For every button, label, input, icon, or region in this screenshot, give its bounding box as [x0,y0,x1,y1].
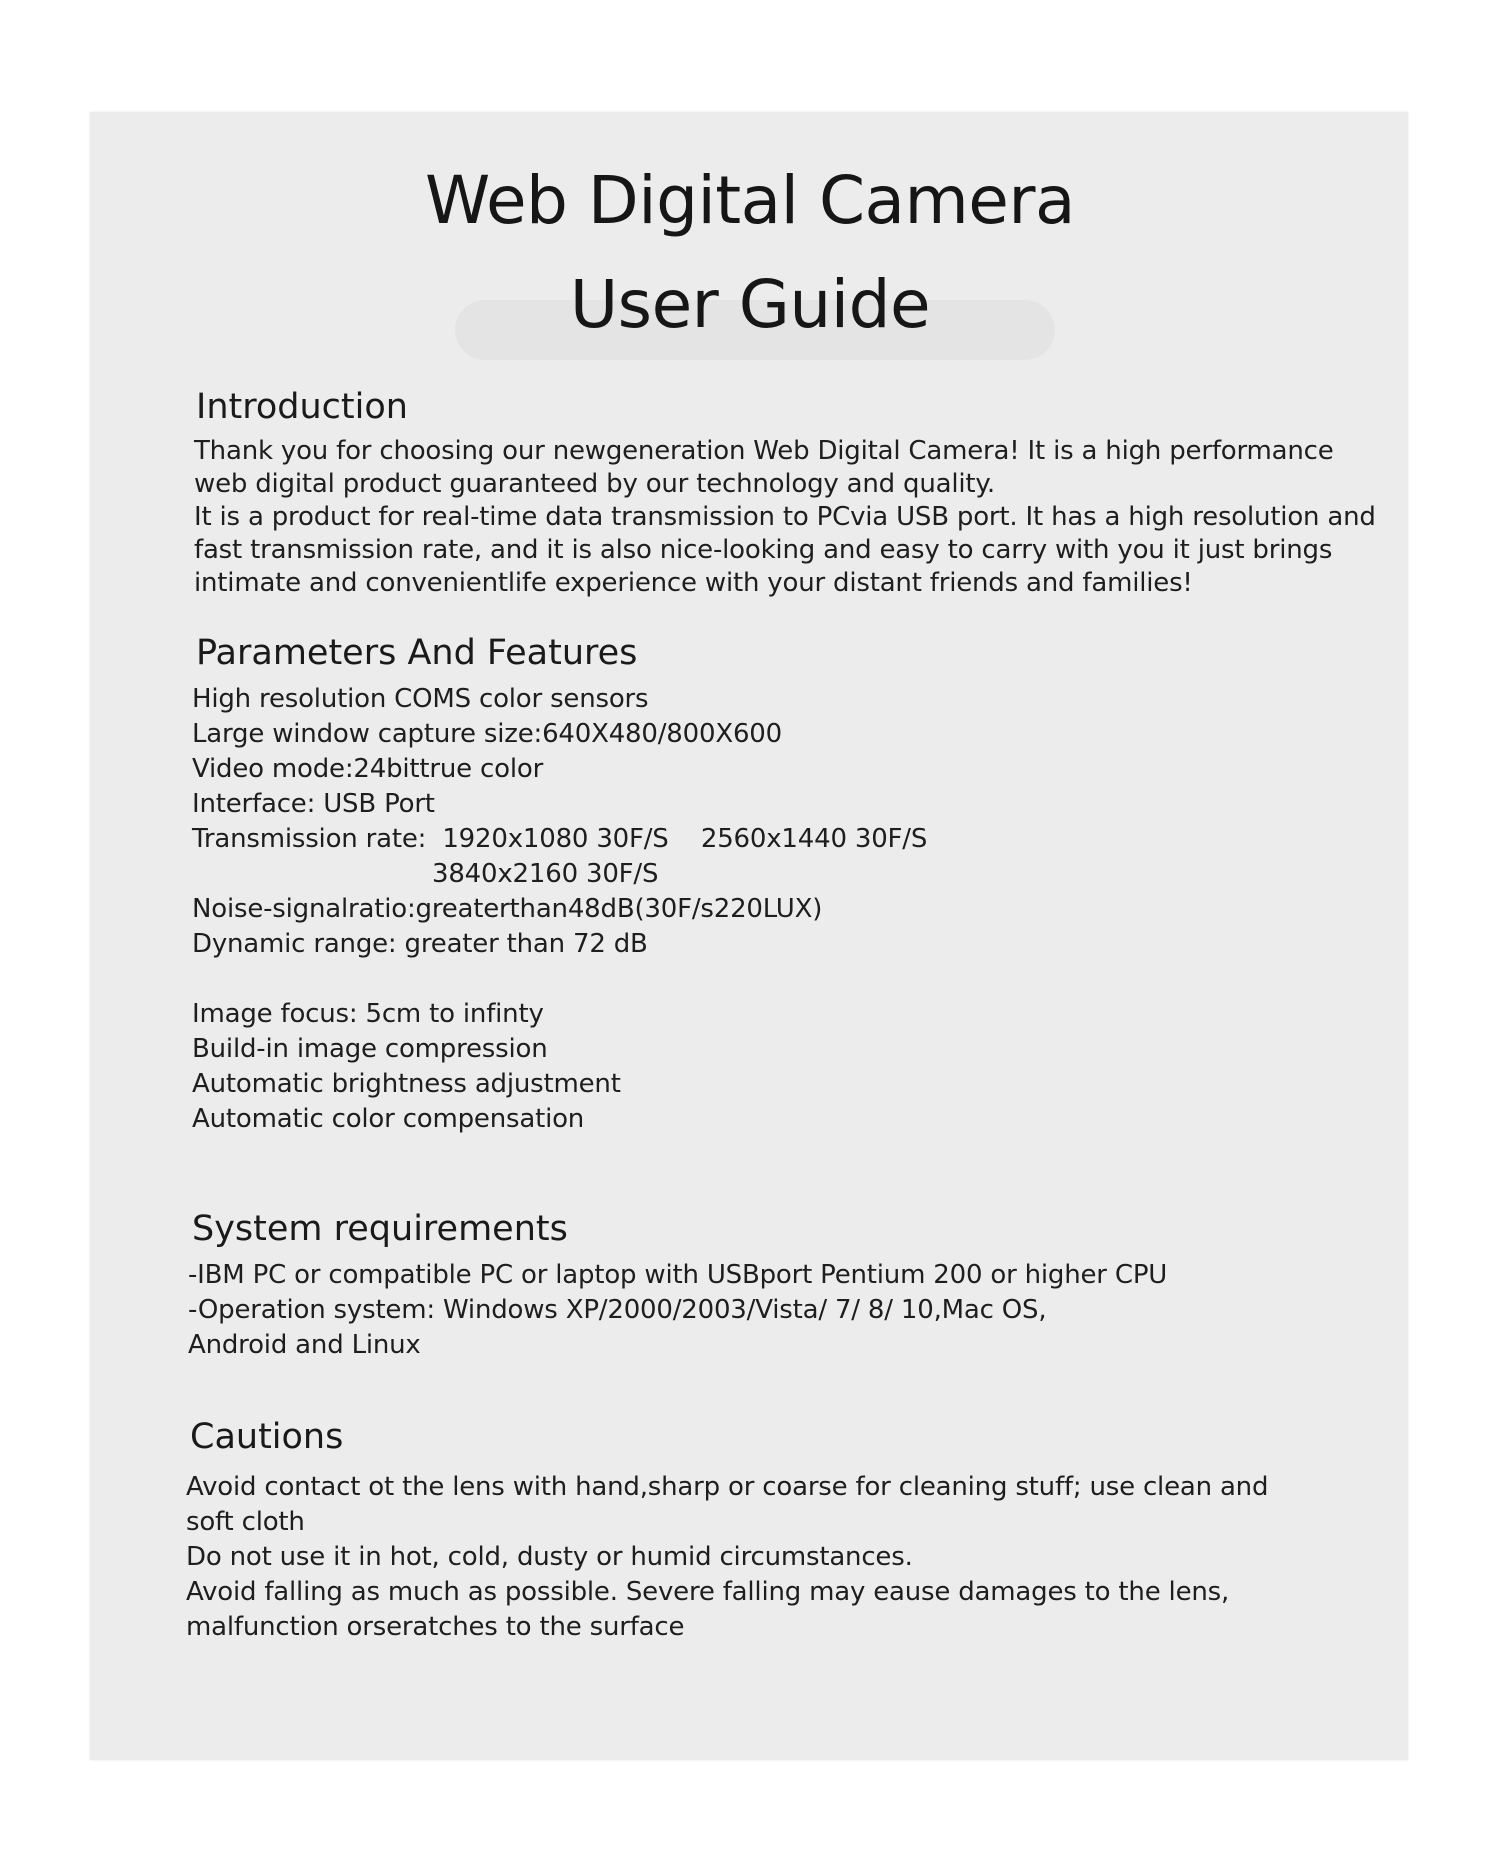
parameter-line: Image focus: 5cm to infinty [192,999,544,1029]
introduction-line: Thank you for choosing our newgeneration Web Digital Camera! It is a high performance [194,436,1334,466]
introduction-heading: Introduction [196,387,408,427]
system-requirement-line: -IBM PC or compatible PC or laptop with USBport Pentium 200 or higher CPU [188,1260,1168,1290]
introduction-line: web digital product guaranteed by our technology and quality. [194,469,995,499]
caution-line: Avoid contact ot the lens with hand,sharp or coarse for cleaning stuff; use clean and [186,1472,1269,1502]
parameter-line: Video mode:24bittrue color [192,754,544,784]
parameters-heading: Parameters And Features [196,633,638,673]
document-title: Web Digital Camera [425,162,1075,239]
cautions-heading: Cautions [190,1417,344,1457]
parameter-line: Large window capture size:640X480/800X600 [192,719,782,749]
parameter-line: High resolution COMS color sensors [192,684,649,714]
caution-line: malfunction orseratches to the surface [186,1612,685,1642]
caution-line: Do not use it in hot, cold, dusty or humid circumstances. [186,1542,913,1572]
introduction-line: It is a product for real-time data transmission to PCvia USB port. It has a high resolution and [194,502,1376,532]
system-requirement-line: Android and Linux [188,1330,421,1360]
parameter-line: Automatic brightness adjustment [192,1069,621,1099]
parameter-line: Build-in image compression [192,1034,548,1064]
caution-line: soft cloth [186,1507,305,1537]
system-requirements-heading: System requirements [192,1209,568,1249]
parameter-line: 3840x2160 30F/S [432,859,659,889]
document-subtitle: User Guide [569,266,931,343]
parameter-line: Noise-signalratio:greaterthan48dB(30F/s220LUX) [192,894,823,924]
parameter-line: Dynamic range: greater than 72 dB [192,929,648,959]
parameter-line: Automatic color compensation [192,1104,585,1134]
introduction-line: intimate and convenientlife experience with your distant friends and families! [194,568,1193,598]
system-requirement-line: -Operation system: Windows XP/2000/2003/Vista/ 7/ 8/ 10,Mac OS, [188,1295,1047,1325]
introduction-line: fast transmission rate, and it is also nice-looking and easy to carry with you it just brings [194,535,1333,565]
caution-line: Avoid falling as much as possible. Severe falling may eause damages to the lens, [186,1577,1230,1607]
parameter-line: Interface: USB Port [192,789,435,819]
parameter-line: Transmission rate: 1920x1080 30F/S 2560x1440 30F/S [192,824,928,854]
